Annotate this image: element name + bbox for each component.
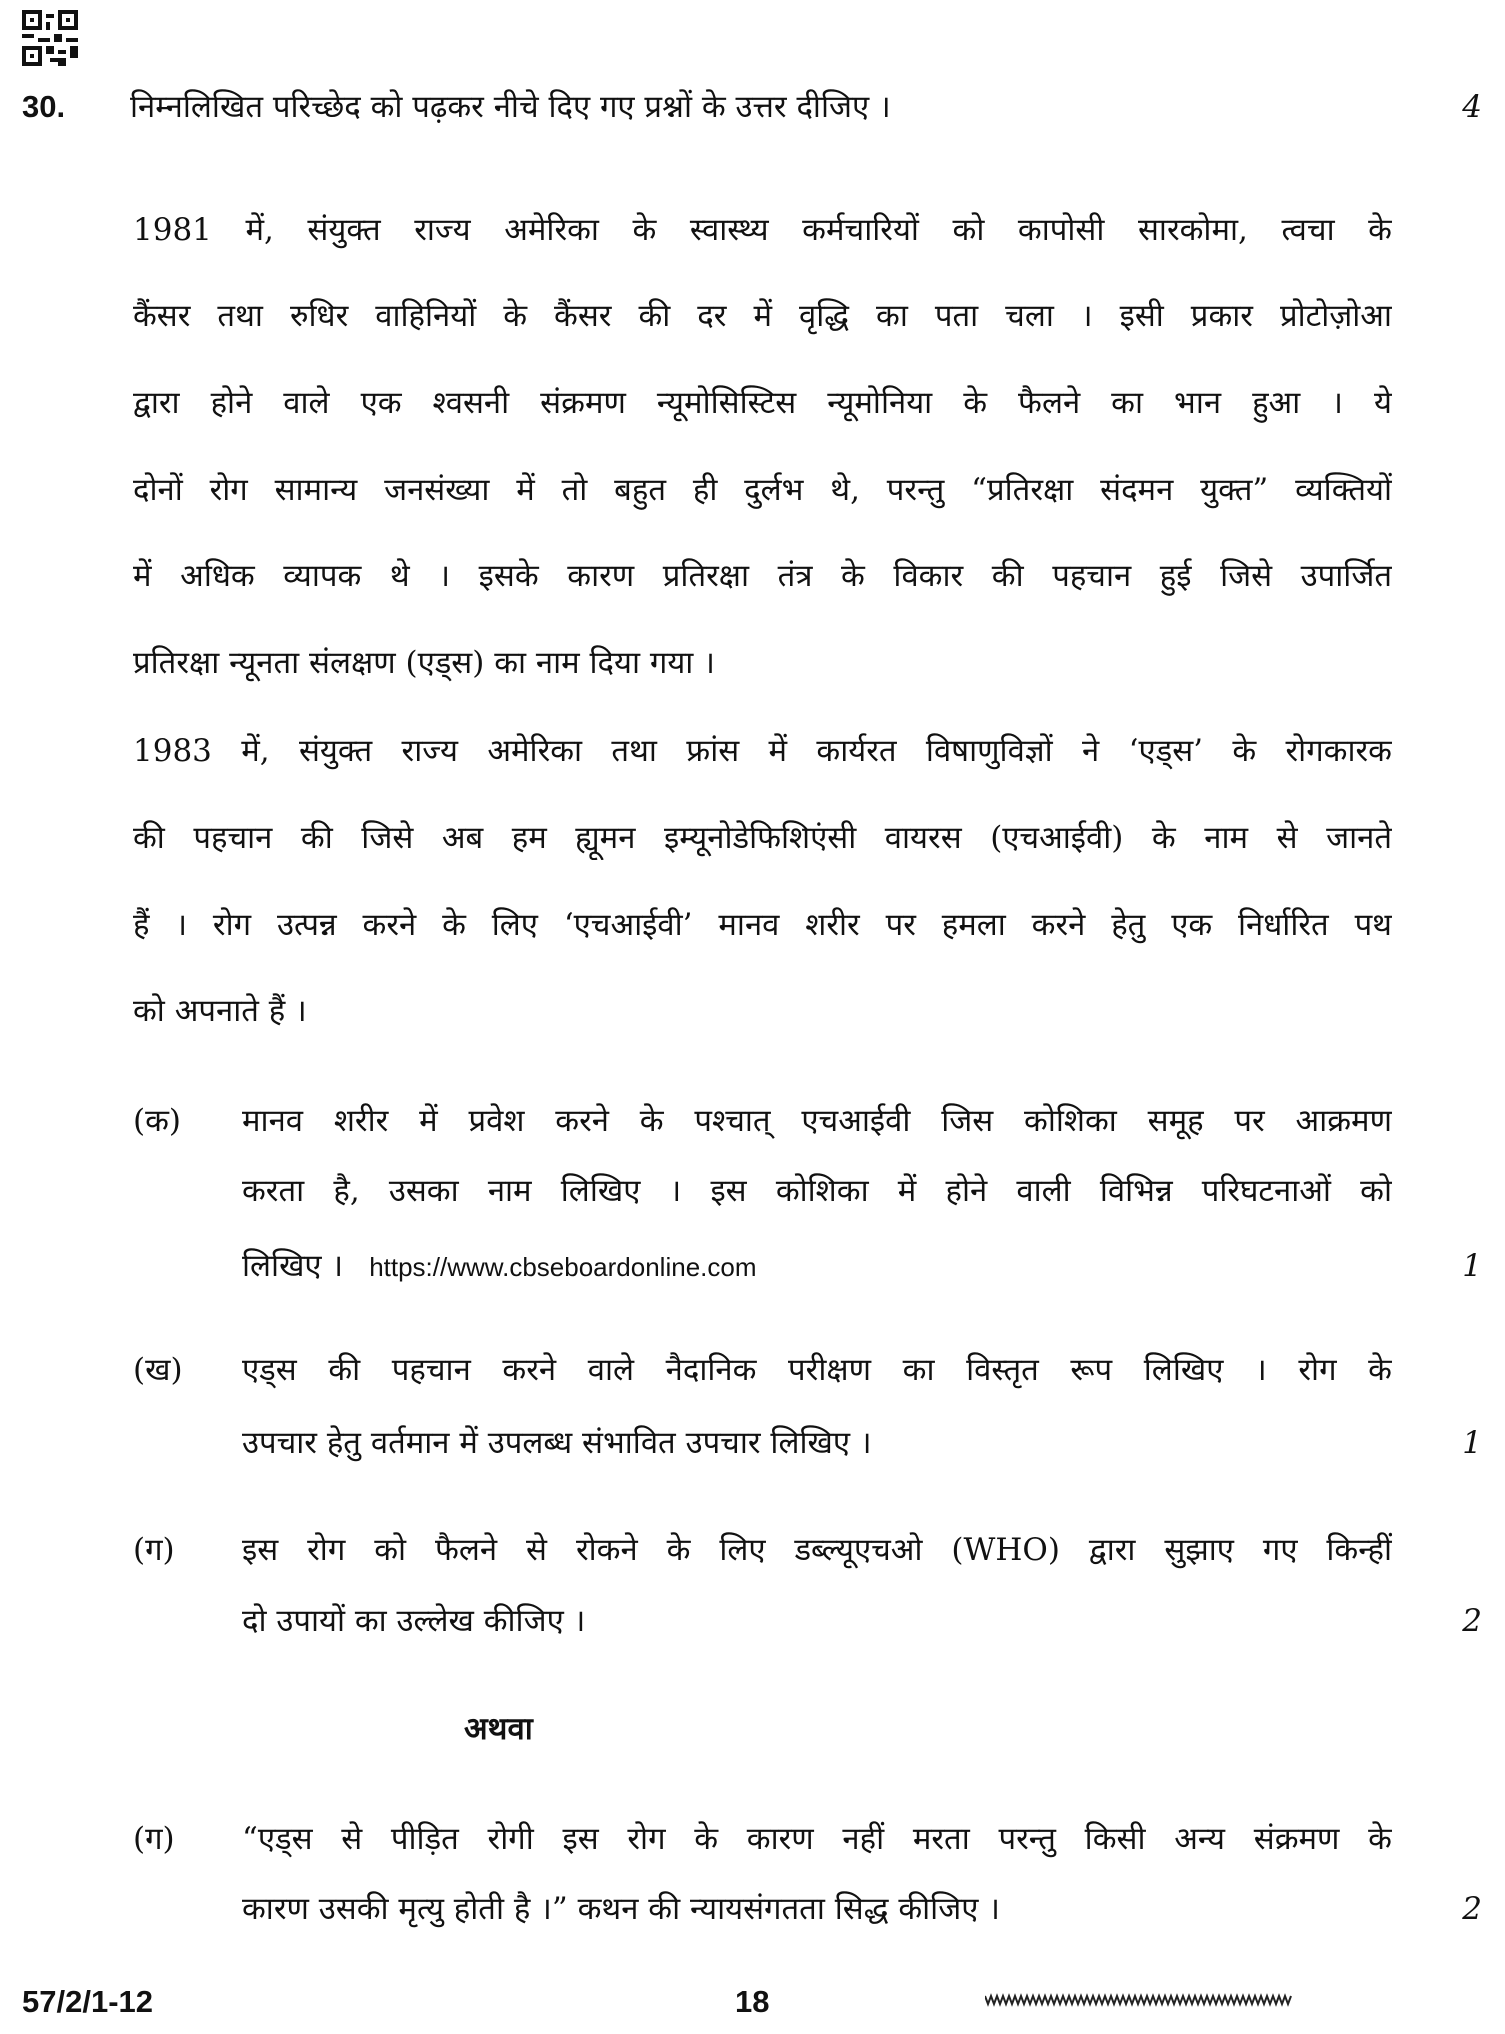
- subquestion-line: करता है, उसका नाम लिखिए । इस कोशिका में होने वाली विभिन्न परिघटनाओं को: [242, 1173, 1392, 1209]
- or-label: अथवा: [464, 1711, 533, 1747]
- subquestion-line: उपचार हेतु वर्तमान में उपलब्ध संभावित उपचार लिखिए ।: [242, 1425, 872, 1461]
- watermark-url: https://www.cbseboardonline.com: [369, 1252, 757, 1282]
- passage-line: में अधिक व्यापक थे । इसके कारण प्रतिरक्षा तंत्र के विकार की पहचान हुई जिसे उपार्जित: [133, 558, 1392, 594]
- subquestion-line: इस रोग को फैलने से रोकने के लिए डब्ल्यूएचओ (WHO) द्वारा सुझाए गए किन्हीं: [242, 1532, 1392, 1568]
- passage-line: दोनों रोग सामान्य जनसंख्या में तो बहुत ही दुर्लभ थे, परन्तु “प्रतिरक्षा संदमन युक्त” व्यक्तियों: [133, 472, 1392, 508]
- subquestion-label: (ग): [133, 1821, 175, 1857]
- subquestion-marks: 2: [1462, 1603, 1482, 1639]
- passage-line: द्वारा होने वाले एक श्वसनी संक्रमण न्यूमोसिस्टिस न्यूमोनिया के फैलने का भान हुआ । ये: [133, 385, 1392, 421]
- subquestion-line: दो उपायों का उल्लेख कीजिए ।: [242, 1603, 586, 1639]
- passage-line: प्रतिरक्षा न्यूनता संलक्षण (एड्स) का नाम दिया गया ।: [133, 645, 715, 681]
- wavy-rule-icon: [985, 1992, 1295, 2008]
- subquestion-label: (ग): [133, 1532, 175, 1568]
- question-title: निम्नलिखित परिच्छेद को पढ़कर नीचे दिए गए प्रश्नों के उत्तर दीजिए ।: [130, 89, 891, 125]
- subquestion-line: मानव शरीर में प्रवेश करने के पश्चात् एचआईवी जिस कोशिका समूह पर आक्रमण: [242, 1103, 1392, 1139]
- subquestion-marks: 1: [1462, 1248, 1482, 1284]
- subquestion-marks: 2: [1462, 1891, 1482, 1927]
- passage-line: हैं । रोग उत्पन्न करने के लिए ‘एचआईवी’ मानव शरीर पर हमला करने हेतु एक निर्धारित पथ: [133, 907, 1392, 943]
- subquestion-line: कारण उसकी मृत्यु होती है ।” कथन की न्यायसंगतता सिद्ध कीजिए ।: [242, 1891, 1000, 1927]
- subquestion-marks: 1: [1462, 1425, 1482, 1461]
- subquestion-label: (क): [133, 1103, 181, 1139]
- passage-line: 1983 में, संयुक्त राज्य अमेरिका तथा फ्रांस में कार्यरत विषाणुविज्ञों ने ‘एड्स’ के रोगकारक: [133, 733, 1392, 769]
- passage-line: 1981 में, संयुक्त राज्य अमेरिका के स्वास्थ्य कर्मचारियों को कापोसी सारकोमा, त्वचा के: [133, 212, 1392, 248]
- subquestion-line: “एड्स से पीड़ित रोगी इस रोग के कारण नहीं मरता परन्तु किसी अन्य संक्रमण के: [242, 1821, 1392, 1857]
- question-marks: 4: [1462, 89, 1482, 125]
- passage-line: कैंसर तथा रुधिर वाहिनियों के कैंसर की दर में वृद्धि का पता चला । इसी प्रकार प्रोटोज़ोआ: [133, 298, 1392, 334]
- passage-line: को अपनाते हैं ।: [133, 993, 307, 1029]
- subquestion-line: [242, 1244, 1392, 1288]
- passage-line: की पहचान की जिसे अब हम ह्यूमन इम्यूनोडेफिशिएंसी वायरस (एचआईवी) के नाम से जानते: [133, 820, 1392, 856]
- paper-code: 57/2/1-12: [22, 1984, 153, 2019]
- page-number: 18: [735, 1984, 770, 2019]
- question-number: 30.: [22, 89, 66, 124]
- subquestion-text: लिखिए ।: [242, 1248, 344, 1284]
- subquestion-line: एड्स की पहचान करने वाले नैदानिक परीक्षण का विस्तृत रूप लिखिए । रोग के: [242, 1352, 1392, 1388]
- qr-code-icon: [22, 10, 78, 66]
- subquestion-label: (ख): [133, 1352, 183, 1388]
